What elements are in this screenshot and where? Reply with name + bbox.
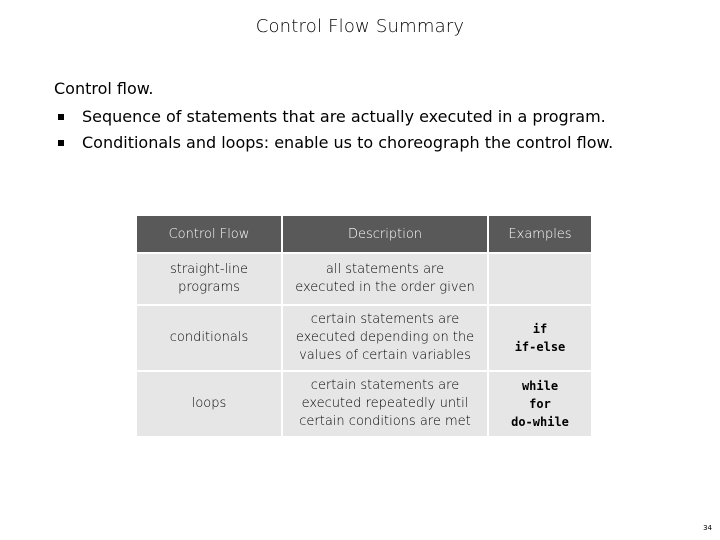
cell-line: certain conditions are met [299, 414, 471, 429]
examples-cell [489, 372, 591, 436]
header-control-flow: Control Flow [137, 216, 281, 252]
cell-line: executed in the order given [295, 280, 475, 295]
code-keyword: if-else [514, 340, 566, 354]
table-header-row [137, 216, 591, 252]
slide-title: Control Flow Summary [255, 16, 465, 37]
table-row [137, 372, 591, 436]
header-examples: Examples [489, 216, 591, 252]
control-flow-table [135, 214, 593, 438]
control-flow-cell [137, 254, 281, 304]
control-flow-cell [137, 372, 281, 436]
page-number: 34 [703, 524, 712, 532]
bullet-square-icon [58, 140, 64, 146]
description-cell [283, 254, 487, 304]
description-cell [283, 372, 487, 436]
bullet-text: Sequence of statements that are actually executed in a program. [82, 107, 606, 126]
bullet-text: Conditionals and loops: enable us to choreograph the control flow. [82, 133, 614, 152]
cell-line: straight-line [169, 262, 249, 277]
cell-line: executed repeatedly until [301, 396, 469, 411]
cell-line: loops [191, 396, 227, 411]
table-row [137, 306, 591, 370]
code-keyword: do-while [511, 415, 569, 429]
cell-line: executed depending on the [295, 330, 475, 345]
intro-heading: Control flow. [54, 79, 154, 98]
cell-line: programs [178, 280, 240, 295]
description-cell [283, 306, 487, 370]
bullet-square-icon [58, 114, 64, 120]
cell-line: values of certain variables [299, 348, 471, 363]
code-keyword: for [529, 397, 551, 411]
bullet-item [58, 104, 613, 130]
code-keyword: if [532, 322, 548, 336]
bullet-list [58, 104, 613, 156]
examples-cell [489, 254, 591, 304]
table-row [137, 254, 591, 304]
control-flow-cell [137, 306, 281, 370]
bullet-item [58, 130, 613, 156]
header-description: Description [283, 216, 487, 252]
cell-line: certain statements are [310, 378, 460, 393]
cell-line: conditionals [169, 330, 249, 345]
code-keyword: while [521, 379, 559, 393]
cell-line: all statements are [325, 262, 445, 277]
examples-cell [489, 306, 591, 370]
cell-line: certain statements are [310, 312, 460, 327]
